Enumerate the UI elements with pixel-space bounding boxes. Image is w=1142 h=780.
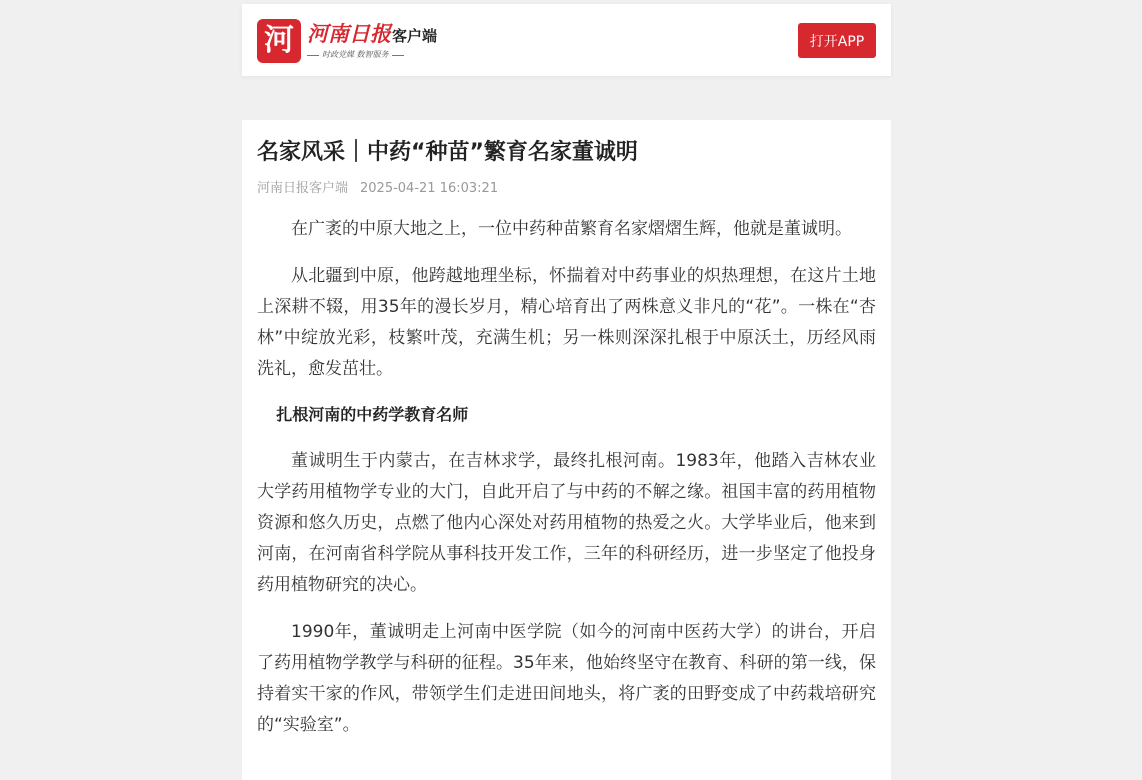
logo-mark-icon: [257, 19, 301, 63]
article-paragraph-1: 在广袤的中原大地之上，一位中药种苗繁育名家熠熠生辉，他就是董诚明。: [291, 219, 852, 239]
logo-brand-name: 河南日报: [307, 21, 391, 46]
article-meta: [257, 180, 876, 198]
site-logo[interactable]: [257, 18, 437, 64]
slogan-text: 时政党媒 数智服务: [322, 50, 389, 59]
article-paragraph-2: 从北疆到中原，他跨越地理坐标，怀揣着对中药事业的炽热理想，在这片土地上深耕不辍，用35年的漫长岁月，精心培育出了两株意义非凡的“花”。一株在“杏林”中绽放光彩，枝繁叶茂，充满生机；另一株则深深扎根于中原沃土，历经风雨洗礼，愈发茁壮。: [257, 266, 876, 379]
site-header: [242, 4, 891, 76]
article-paragraph-3: 董诚明生于内蒙古，在吉林求学，最终扎根河南。1983年，他踏入吉林农业大学药用植物学专业的大门，自此开启了与中药的不解之缘。祖国丰富的药用植物资源和悠久历史，点燃了他内心深处对药用植物的热爱之火。大学毕业后，他来到河南，在河南省科学院从事科技开发工作，三年的科研经历，进一步坚定了他投身药用植物研究的决心。: [257, 451, 876, 595]
article-source: 河南日报客户端: [257, 181, 349, 196]
slogan-dash-left: [307, 55, 319, 56]
article-title: 名家风采｜中药“种苗”繁育名家董诚明: [257, 140, 638, 165]
logo-client-label: 客户端: [392, 27, 438, 45]
logo-mark-glyph: 河: [264, 23, 294, 58]
logo-title: [307, 22, 437, 48]
article-container: [242, 120, 891, 780]
logo-text: [307, 22, 437, 60]
slogan-dash-right: [392, 55, 404, 56]
article-time: 2025-04-21 16:03:21: [360, 181, 499, 196]
article-paragraph-4: 1990年，董诚明走上河南中医学院（如今的河南中医药大学）的讲台，开启了药用植物学教学与科研的征程。35年来，他始终坚守在教育、科研的第一线，保持着实干家的作风，带领学生们走进田间地头，将广袤的田野变成了中药栽培研究的“实验室”。: [257, 622, 876, 735]
open-app-button[interactable]: 打开APP: [798, 23, 876, 58]
article-subheading: 扎根河南的中药学教育名师: [276, 405, 469, 424]
logo-slogan: [307, 50, 437, 60]
